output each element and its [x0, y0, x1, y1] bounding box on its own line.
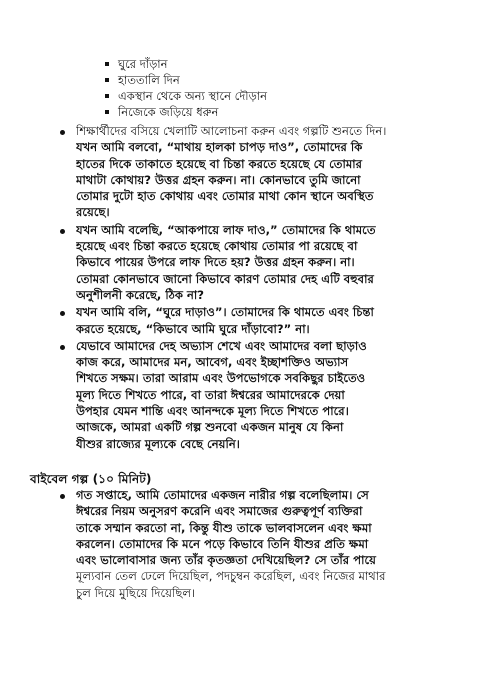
paragraph-line: হয়েছে এবং চিন্তা করতে হয়েছে কোথায় তোমার পা রয়েছে বা [76, 239, 358, 254]
paragraph-line: যখন আমি বলবো, “মাথায় হালকা চাপড় দাও”, তোমাদের কি [76, 140, 363, 155]
paragraph-line: শিখতে সক্ষম। তারা আরাম এবং উপভোগকে সবকিছুর চাইতেও [76, 371, 366, 386]
paragraph-line: যীশুর রাজ্যের মূল্যকে বেছে নেয়নি। [76, 436, 240, 451]
paragraph-line: যখন আমি বলেছি, “আকপায়ে লাফ দাও,” তোমাদের কি থামতে [76, 222, 376, 237]
discussion-item-2 [60, 222, 455, 303]
sub-list-item: একস্থান থেকে অন্য স্থানে দৌড়ান [104, 88, 267, 104]
paragraph-line: তোমার দুটো হাত কোথায় এবং তোমার মাথা কোন স্থানে অবস্থিত [76, 189, 374, 204]
paragraph-line: রয়েছে। [76, 205, 110, 220]
discussion-list [60, 123, 455, 453]
discussion-item-1 [60, 123, 455, 221]
paragraph-line: তোমরা কোনভাবে জানো কিভাবে কারণ তোমার দেহ এটি বহুবার [76, 271, 374, 286]
story-item-1 [60, 487, 455, 601]
paragraph-line: করতে হয়েছে, “কিভাবে আমি ঘুরে দাঁড়াবো?” না। [76, 321, 310, 336]
story-list [60, 487, 455, 602]
paragraph-line: মূল্য দিতে শিখতে পারে, বা তারা ঈশ্বরের আমাদেরকে দেয়া [76, 387, 345, 402]
discussion-item-4 [60, 338, 455, 452]
sub-list-item: নিজেকে জড়িয়ে ধরুন [104, 104, 267, 120]
paragraph-line: হাতের দিকে তাকাতে হয়েছে বা চিন্তা করতে হয়েছে যে তোমার [76, 156, 363, 171]
paragraph-line: যেভাবে আমাদের দেহ অভ্যাস শেখে এবং আমাদের বলা ছাড়াও [76, 338, 367, 353]
paragraph-line: যখন আমি বলি, “ঘুরে দাড়াও”। তোমাদের কি থামতে এবং চিন্তা [76, 305, 374, 320]
sub-list-item: ঘুরে দাঁড়ান [104, 56, 267, 72]
paragraph-line: চুল দিয়ে মুছিয়ে দিয়েছিল। [76, 585, 196, 600]
paragraph-line: আজকে, আমরা একটি গল্প শুনবো একজন মানুষ যে কিনা [76, 420, 344, 435]
sub-list-item: হাততালি দিন [104, 72, 267, 88]
paragraph-line: উপহার যেমন শান্তি এবং আনন্দকে মূল্য দিতে শিখতে পারে। [76, 404, 349, 419]
paragraph-line: মূল্যবান তেল ঢেলে দিয়েছিল, পদচুম্বন করেছিল, এবং নিজের মাথার [76, 569, 386, 584]
paragraph-line: অনুশীলনী করেছে, ঠিক না? [76, 287, 204, 302]
paragraph-line: এবং ভালোবাসার জন্য তাঁর কৃতজ্ঞতা দেখিয়েছিল? সে তাঁর পায়ে [76, 553, 376, 568]
paragraph-line: তাকে সম্মান করতো না, কিন্তু যীশু তাকে ভালবাসলেন এবং ক্ষমা [76, 520, 372, 535]
paragraph-line: করলেন। তোমাদের কি মনে পড়ে কিভাবে তিনি যীশুর প্রতি ক্ষমা [76, 536, 369, 551]
section-heading: বাইবেল গল্প (১০ মিনিট) [30, 472, 152, 486]
discussion-item-3 [60, 304, 455, 337]
activity-sub-list [104, 56, 267, 120]
paragraph-line: গত সপ্তাহে, আমি তোমাদের একজন নারীর গল্প বলেছিলাম। সে [76, 488, 369, 502]
paragraph-line: কাজ করে, আমাদের মন, আবেগ, এবং ইচ্ছাশক্তিও অভ্যাস [76, 355, 349, 370]
paragraph-line: শিক্ষার্থীদের বসিয়ে খেলাটি আলোচনা করুন এবং গল্পটি শুনতে দিন। [76, 124, 387, 138]
paragraph-line: মাথাটা কোথায়? উত্তর গ্রহন করুন। না। কোনভাবে তুমি জানো [76, 172, 361, 187]
paragraph-line: কিভাবে পায়ের উপরে লাফ দিতে হয়? উত্তর গ্রহন করুন। না। [76, 255, 355, 270]
paragraph-line: ঈশ্বরের নিয়ম অনুসরণ করেনি এবং সমাজের গুরুত্বপূর্ণ ব্যক্তিরা [76, 504, 363, 519]
